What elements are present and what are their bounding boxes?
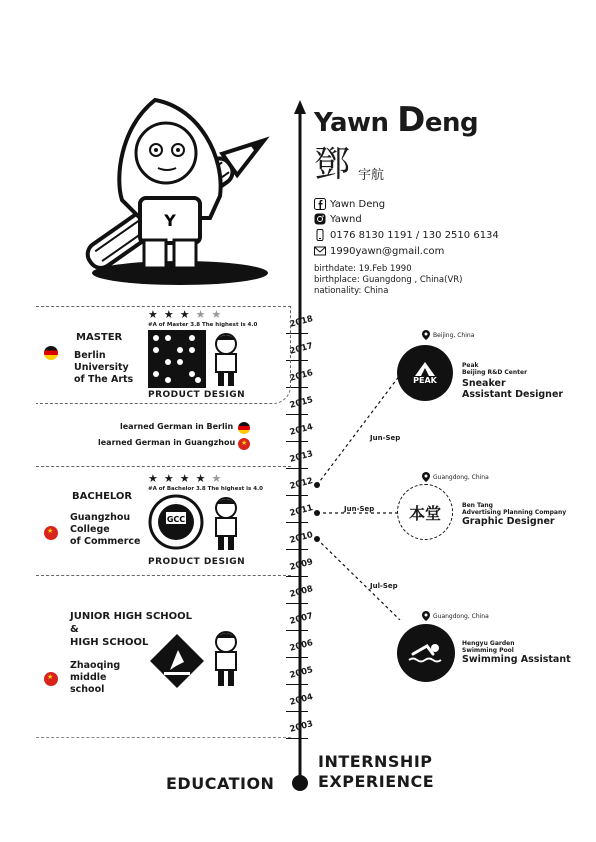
location-pin-icon xyxy=(422,472,430,482)
master-title: MASTER xyxy=(76,332,123,343)
mini-avatar-icon xyxy=(212,630,240,688)
year-label: 2012 xyxy=(288,476,315,492)
highschool-title: JUNIOR HIGH SCHOOL & HIGH SCHOOL xyxy=(70,611,193,648)
job-swim-role: Swimming Assistant xyxy=(462,654,571,665)
location-pin-icon xyxy=(422,330,430,340)
bachelor-school: Guangzhou College of Commerce xyxy=(70,512,141,547)
china-flag-icon xyxy=(238,438,250,450)
college-emblem-icon xyxy=(148,494,204,550)
peak-logo-icon: PEAK xyxy=(397,345,453,401)
china-flag-icon xyxy=(44,526,58,540)
year-label: 2017 xyxy=(288,341,315,357)
year-label: 2013 xyxy=(288,449,315,465)
job-bentang-role: Graphic Designer xyxy=(462,516,555,527)
germany-flag-icon xyxy=(238,422,250,434)
avatar-illustration xyxy=(60,88,290,288)
bachelor-stars: ★★★★★ xyxy=(148,472,228,485)
chinese-surname: 鄧 xyxy=(314,144,351,185)
job-swim-location: Guangdong, China xyxy=(422,611,489,621)
year-label: 2003 xyxy=(288,719,315,735)
education-heading: EDUCATION xyxy=(166,774,275,793)
job-bentang-period: Jun-Sep xyxy=(344,505,375,513)
mini-avatar-icon xyxy=(212,496,240,552)
birthplace: birthplace: Guangdong , China(VR) xyxy=(314,275,463,285)
year-label: 2006 xyxy=(288,638,315,654)
highschool-school: Zhaoqing middle school xyxy=(70,660,121,695)
year-label: 2009 xyxy=(288,557,315,573)
phone-icon xyxy=(314,229,326,241)
mail-icon xyxy=(314,245,326,257)
master-field: PRODUCT DESIGN xyxy=(148,390,246,400)
year-label: 2011 xyxy=(288,503,315,519)
job-peak-location: Beijing, China xyxy=(422,330,474,340)
svg-text:Y: Y xyxy=(164,211,176,230)
instagram-icon xyxy=(314,213,326,225)
job-swim-company: Hengyu Garden Swimming Pool xyxy=(462,640,515,654)
qr-code-icon xyxy=(148,330,206,388)
year-label: 2007 xyxy=(288,611,315,627)
year-label: 2018 xyxy=(288,314,315,330)
internship-heading: INTERNSHIP EXPERIENCE xyxy=(318,752,435,791)
svg-text:GCC: GCC xyxy=(166,515,186,524)
job-bentang-location: Guangdong, China xyxy=(422,472,489,482)
year-label: 2016 xyxy=(288,368,315,384)
germany-flag-icon xyxy=(44,346,58,360)
contact-email[interactable]: 1990yawn@gmail.com xyxy=(314,245,444,257)
year-label: 2010 xyxy=(288,530,315,546)
bachelor-rating-note: #A of Bachelor 3.8 The highest is 4.0 xyxy=(148,486,263,492)
job-peak-company: Peak Beijing R&D Center xyxy=(462,362,528,376)
school-logo-icon xyxy=(148,632,206,690)
facebook-icon xyxy=(314,198,326,210)
contact-instagram[interactable]: Yawnd xyxy=(314,213,362,225)
year-tick xyxy=(286,738,308,739)
master-stars: ★★★★★ xyxy=(148,308,228,321)
job-peak-period: Jun-Sep xyxy=(370,434,401,442)
job-bentang-company: Ben Tang Advertising Planning Company xyxy=(462,502,567,516)
bachelor-title: BACHELOR xyxy=(72,491,133,502)
birthdate: birthdate: 19.Feb 1990 xyxy=(314,264,412,274)
year-label: 2014 xyxy=(288,422,315,438)
chinese-given-name: 宇航 xyxy=(358,168,385,183)
year-label: 2005 xyxy=(288,665,315,681)
german-note-guangzhou: learned German in Guangzhou xyxy=(98,438,236,447)
master-rating-note: #A of Master 3.8 The highest is 4.0 xyxy=(148,322,258,328)
year-label: 2008 xyxy=(288,584,315,600)
person-name: Yawn Deng xyxy=(314,100,479,140)
year-tick xyxy=(286,657,308,658)
swimmer-icon xyxy=(397,624,455,682)
education-divider xyxy=(36,737,291,738)
year-tick xyxy=(286,684,308,685)
contact-phone[interactable]: 0176 8130 1191 / 130 2510 6134 xyxy=(314,229,499,241)
contact-facebook[interactable]: Yawn Deng xyxy=(314,198,385,210)
year-label: 2015 xyxy=(288,395,315,411)
bentang-logo-icon: 本堂 xyxy=(397,484,453,540)
china-flag-icon xyxy=(44,672,58,686)
nationality: nationality: China xyxy=(314,286,389,296)
job-swim-period: Jul-Sep xyxy=(370,582,398,590)
german-note-berlin: learned German in Berlin xyxy=(120,422,234,431)
job-peak-role: Sneaker Assistant Designer xyxy=(462,378,564,400)
year-tick xyxy=(286,630,308,631)
master-school: Berlin University of The Arts xyxy=(74,350,134,385)
mini-avatar-icon xyxy=(212,332,240,388)
year-label: 2004 xyxy=(288,692,315,708)
year-tick xyxy=(286,711,308,712)
bachelor-field: PRODUCT DESIGN xyxy=(148,557,246,567)
location-pin-icon xyxy=(422,611,430,621)
